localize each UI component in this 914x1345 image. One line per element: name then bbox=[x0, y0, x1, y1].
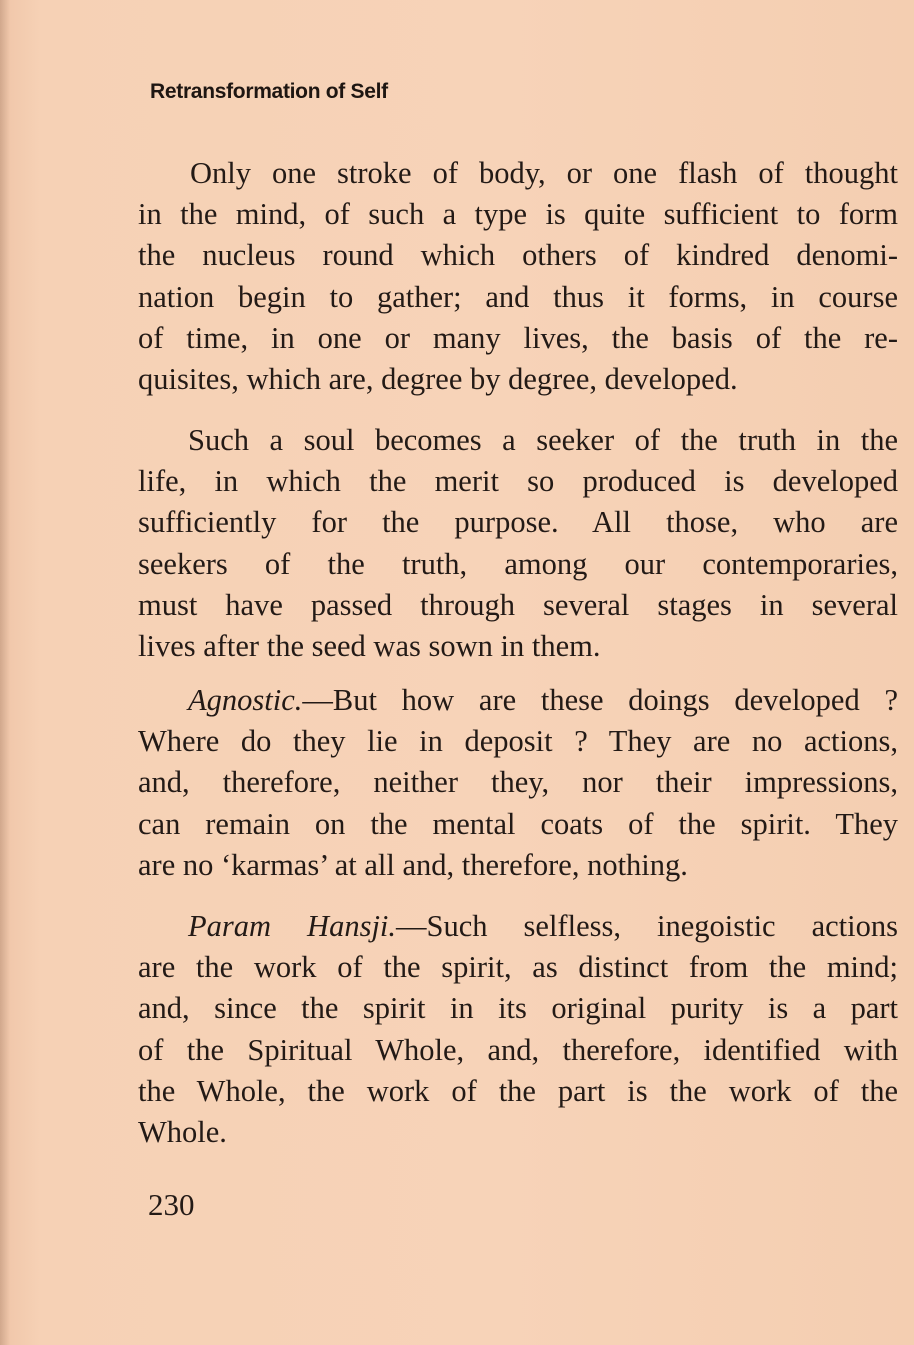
text-line: seekers of the truth, among our contemporaries, bbox=[138, 546, 898, 581]
speaker-label-agnostic: Agnostic. bbox=[188, 683, 303, 717]
text-line: are the work of the spirit, as distinct from the mind; bbox=[138, 950, 898, 985]
text-line: the Whole, the work of the part is the work of the bbox=[138, 1073, 898, 1108]
text-fragment: —Such selfless, inegoistic actions bbox=[396, 909, 898, 943]
text-line: are no ‘karmas’ at all and, therefore, nothing. bbox=[138, 847, 688, 882]
text-line: nation begin to gather; and thus it forms, in course bbox=[138, 279, 898, 314]
text-fragment: —But how are these doings developed ? bbox=[302, 683, 898, 717]
text-line bbox=[138, 906, 898, 947]
text-line: lives after the seed was sown in them. bbox=[138, 629, 601, 664]
text-line: sufficiently for the purpose. All those, who are bbox=[138, 505, 898, 540]
text-line: and, therefore, neither they, nor their impressions, bbox=[138, 765, 898, 800]
text-line: Whole. bbox=[138, 1115, 227, 1150]
text-line: the nucleus round which others of kindred denomi- bbox=[138, 238, 898, 273]
text-line: Where do they lie in deposit ? They are no actions, bbox=[138, 724, 898, 759]
speaker-label-param-hansji: Param Hansji. bbox=[188, 909, 397, 943]
text-line bbox=[138, 680, 898, 721]
text-line: of time, in one or many lives, the basis of the re- bbox=[138, 320, 898, 355]
paragraph-4 bbox=[138, 906, 898, 1153]
paragraph-2 bbox=[138, 420, 898, 667]
running-head: Retransformation of Self bbox=[150, 80, 388, 103]
text-line: in the mind, of such a type is quite sufficient to form bbox=[138, 197, 898, 232]
text-line: Only one stroke of body, or one flash of thought bbox=[190, 156, 898, 190]
paragraph-3 bbox=[138, 680, 898, 886]
text-line: life, in which the merit so produced is developed bbox=[138, 464, 898, 499]
text-line: and, since the spirit in its original purity is a part bbox=[138, 991, 898, 1026]
text-line: can remain on the mental coats of the spirit. They bbox=[138, 806, 898, 841]
text-line: of the Spiritual Whole, and, therefore, identified with bbox=[138, 1032, 898, 1067]
text-line: must have passed through several stages in several bbox=[138, 587, 898, 622]
text-line: Such a soul becomes a seeker of the truth in the bbox=[188, 423, 898, 457]
page-gutter-shadow bbox=[0, 0, 10, 1345]
page-number: 230 bbox=[148, 1187, 195, 1222]
paragraph-1 bbox=[138, 153, 898, 400]
text-line: quisites, which are, degree by degree, developed. bbox=[138, 362, 738, 397]
